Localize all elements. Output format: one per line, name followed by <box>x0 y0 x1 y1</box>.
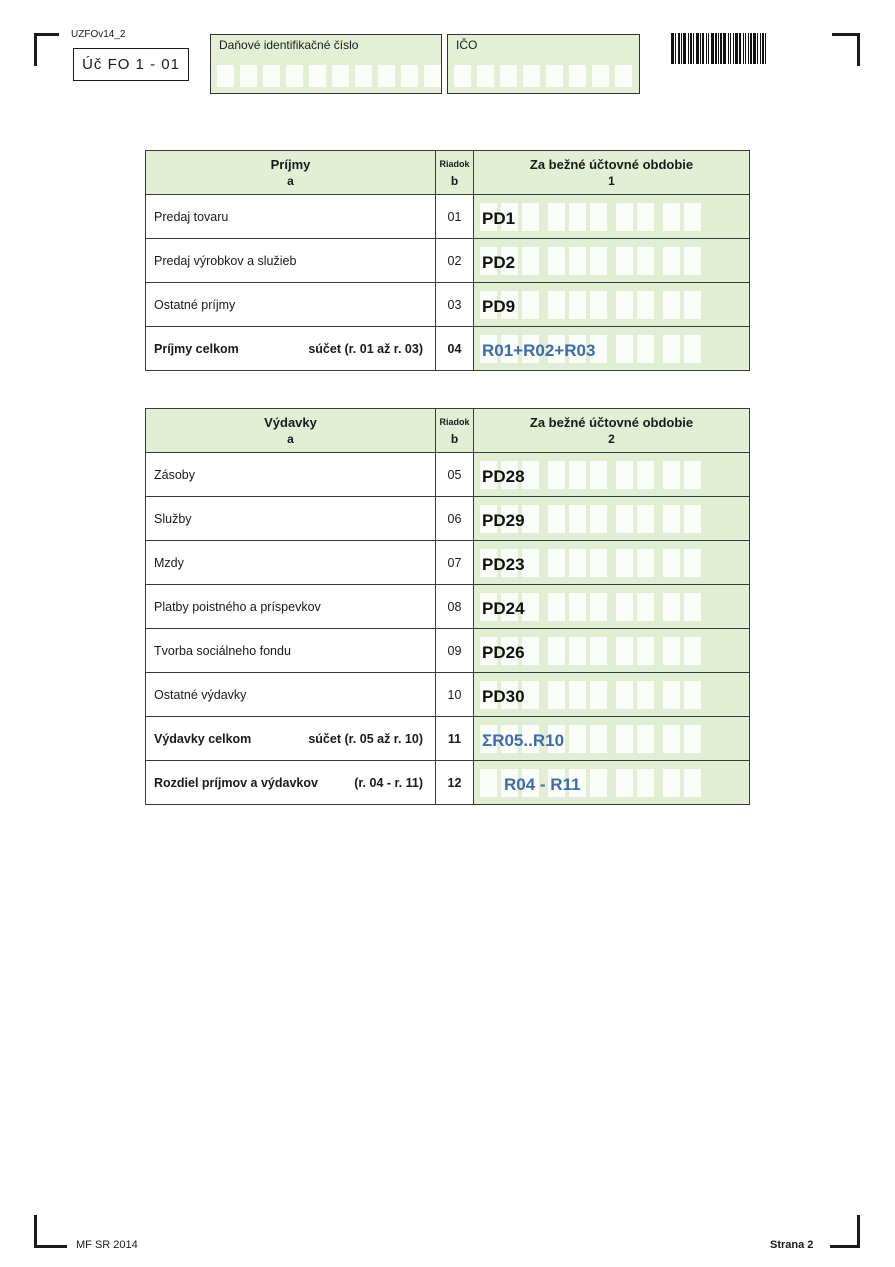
row-value: PD9 <box>482 297 516 316</box>
row-number: 02 <box>436 239 474 283</box>
income-table <box>145 150 750 371</box>
row-number: 01 <box>436 195 474 239</box>
row-description <box>146 629 436 673</box>
row-description <box>146 541 436 585</box>
row-number: 05 <box>436 453 474 497</box>
row-number: 03 <box>436 283 474 327</box>
dic-digit-boxes[interactable] <box>217 65 441 87</box>
row-description <box>146 239 436 283</box>
row-value: PD1 <box>482 209 516 228</box>
row-value-field[interactable] <box>474 283 750 327</box>
barcode <box>671 33 807 64</box>
expense-col-b-header: Riadok b <box>436 409 474 453</box>
row-value-field[interactable] <box>474 497 750 541</box>
footer-page-number: Strana 2 <box>770 1239 814 1251</box>
table-row <box>146 283 750 327</box>
row-value: PD29 <box>482 511 525 530</box>
row-value-field[interactable] <box>474 453 750 497</box>
income-col-b-header: Riadok b <box>436 151 474 195</box>
row-value: PD30 <box>482 687 525 706</box>
row-value: PD2 <box>482 253 516 272</box>
corner-mark-top-right <box>832 33 860 66</box>
row-description <box>146 497 436 541</box>
row-number: 07 <box>436 541 474 585</box>
table-row <box>146 673 750 717</box>
ico-field[interactable] <box>447 34 640 94</box>
expense-col-a-header: Výdavky a <box>146 409 436 453</box>
row-value-field[interactable] <box>474 239 750 283</box>
table-row <box>146 717 750 761</box>
table-row <box>146 453 750 497</box>
row-label: Predaj tovaru <box>154 209 229 224</box>
table-row <box>146 239 750 283</box>
row-description <box>146 673 436 717</box>
row-label: Zásoby <box>154 467 195 482</box>
income-col-a-header: Príjmy a <box>146 151 436 195</box>
row-description <box>146 195 436 239</box>
row-sum-formula: súčet (r. 01 až r. 03) <box>308 341 423 356</box>
dic-label: Daňové identifikačné číslo <box>219 38 359 52</box>
corner-mark-bottom-left <box>34 1215 67 1248</box>
row-description <box>146 327 436 371</box>
row-value: PD23 <box>482 555 525 574</box>
row-number: 11 <box>436 717 474 761</box>
row-value-field[interactable] <box>474 195 750 239</box>
row-label: Platby poistného a príspevkov <box>154 599 321 614</box>
row-label: Rozdiel príjmov a výdavkov <box>154 775 318 790</box>
row-label: Ostatné príjmy <box>154 297 236 312</box>
ico-label: IČO <box>456 38 478 52</box>
table-row <box>146 497 750 541</box>
row-value: R01+R02+R03 <box>482 341 596 360</box>
row-value: PD26 <box>482 643 525 662</box>
dic-field[interactable] <box>210 34 442 94</box>
footer-publisher: MF SR 2014 <box>76 1239 138 1251</box>
row-sum-formula: súčet (r. 05 až r. 10) <box>308 731 423 746</box>
row-number: 04 <box>436 327 474 371</box>
expense-table <box>145 408 750 805</box>
row-description <box>146 717 436 761</box>
table-row <box>146 629 750 673</box>
sign-box[interactable] <box>484 779 496 791</box>
ico-digit-boxes[interactable] <box>454 65 632 87</box>
row-number: 10 <box>436 673 474 717</box>
form-code: UZFOv14_2 <box>71 29 126 40</box>
row-number: 09 <box>436 629 474 673</box>
row-value-field[interactable] <box>474 717 750 761</box>
row-label: Tvorba sociálneho fondu <box>154 643 291 658</box>
row-number: 12 <box>436 761 474 805</box>
row-description <box>146 453 436 497</box>
row-label: Výdavky celkom <box>154 731 252 746</box>
row-label: Mzdy <box>154 555 184 570</box>
row-value-field[interactable] <box>474 327 750 371</box>
row-label: Ostatné výdavky <box>154 687 247 702</box>
table-row <box>146 327 750 371</box>
table-row <box>146 585 750 629</box>
table-row <box>146 761 750 805</box>
row-description <box>146 585 436 629</box>
row-description <box>146 761 436 805</box>
row-value-field[interactable] <box>474 541 750 585</box>
corner-mark-bottom-right <box>830 1215 860 1248</box>
row-number: 08 <box>436 585 474 629</box>
form-id-box: Úč FO 1 - 01 <box>73 48 189 81</box>
row-value: R04 - R11 <box>504 775 581 794</box>
row-number: 06 <box>436 497 474 541</box>
row-label: Služby <box>154 511 192 526</box>
corner-mark-top-left <box>34 33 59 66</box>
row-label: Príjmy celkom <box>154 341 239 356</box>
row-value-field[interactable] <box>474 585 750 629</box>
row-description <box>146 283 436 327</box>
row-value-field[interactable] <box>474 673 750 717</box>
row-value-field[interactable] <box>474 761 750 805</box>
row-value-field[interactable] <box>474 629 750 673</box>
expense-col-2-header: Za bežné účtovné obdobie 2 <box>474 409 750 453</box>
row-value: PD24 <box>482 599 525 618</box>
income-col-1-header: Za bežné účtovné obdobie 1 <box>474 151 750 195</box>
row-label: Predaj výrobkov a služieb <box>154 253 297 268</box>
table-row <box>146 195 750 239</box>
row-sum-formula: (r. 04 - r. 11) <box>354 775 423 790</box>
row-value: ΣR05..R10 <box>482 731 565 750</box>
row-value: PD28 <box>482 467 525 486</box>
table-row <box>146 541 750 585</box>
